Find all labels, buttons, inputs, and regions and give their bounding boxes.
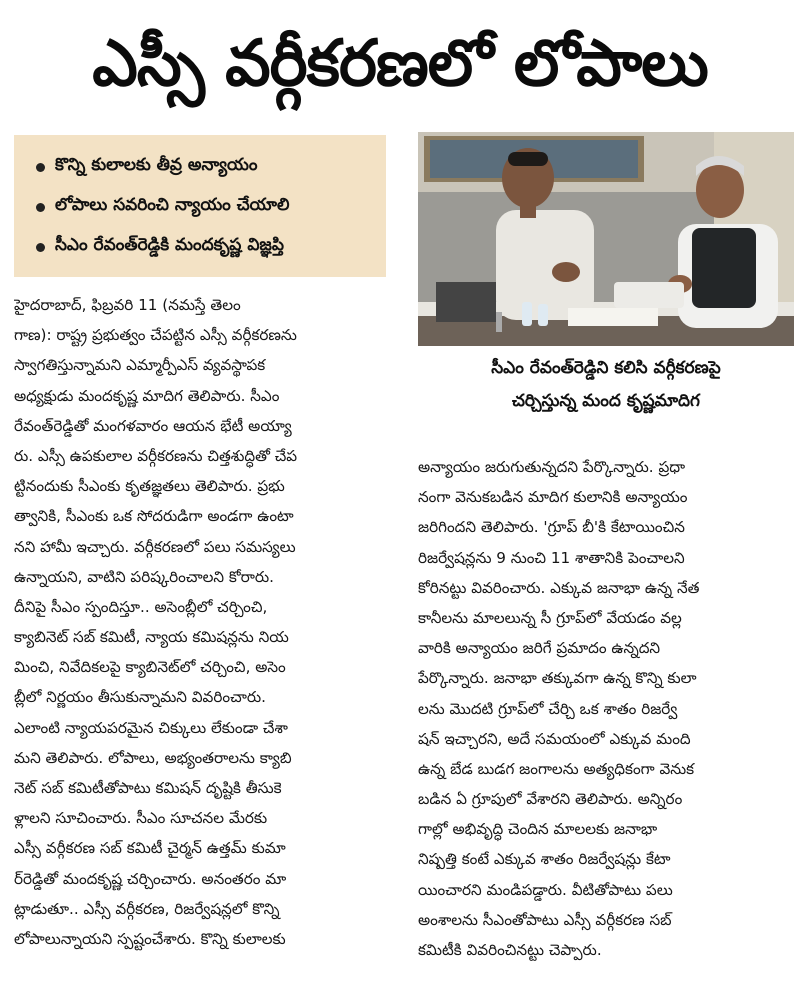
article-line: కోరినట్టు వివరించారు. ఎక్కువ జనాభా ఉన్న నేత	[418, 578, 700, 597]
highlight-item	[36, 187, 376, 227]
article-line: గాణ): రాష్ట్ర ప్రభుత్వం చేపట్టిన ఎస్సీ వర్గీకరణను	[14, 326, 297, 345]
article-line: హైదరాబాద్, ఫిబ్రవరి 11 (నమస్తే తెలం	[14, 296, 241, 314]
article-line: నిష్పత్తి కంటే ఎక్కువ శాతం రిజర్వేషన్లు కేటా	[418, 850, 671, 869]
article-column-right	[418, 452, 794, 965]
article-line: అంశాలను సీఎంతోపాటు ఎస్సీ వర్గీకరణ సబ్	[418, 910, 672, 929]
article-line: అధ్యక్షుడు మందకృష్ణ మాదిగ తెలిపారు. సీఎం	[14, 386, 280, 405]
caption-line: సీఎం రేవంత్‌రెడ్డిని కలిసి వర్గీకరణపై	[491, 358, 721, 378]
highlight-text: కొన్ని కులాలకు తీవ్ర అన్యాయం	[55, 155, 258, 175]
photo-illustration	[418, 132, 794, 346]
news-photo	[418, 132, 794, 346]
article-line: లోపాలున్నాయని స్పష్టంచేశారు. కొన్ని కులాలకు	[14, 929, 286, 948]
article-line: ట్టినందుకు సీఎంకు కృతజ్ఞతలు తెలిపారు. ప్రభు	[14, 477, 285, 496]
article-line: రిజర్వేషన్లను 9 నుంచి 11 శాతానికి పెంచాలని	[418, 548, 685, 567]
article-line: ఎలాంటి న్యాయపరమైన చిక్కులు లేకుండా చేశా	[14, 718, 288, 737]
highlight-text: లోపాలు సవరించి న్యాయం చేయాలి	[55, 195, 290, 215]
article-line: నెట్ సబ్ కమిటీతోపాటు కమిషన్ దృష్టికి తీసుకె	[14, 779, 282, 797]
article-line: అన్యాయం జరుగుతున్నదని పేర్కొన్నారు. ప్రధా	[418, 458, 686, 476]
article-line: బ్లీలో నిర్ణయం తీసుకున్నామని వివరించారు.	[14, 688, 266, 707]
article-line: బడిన ఏ గ్రూపులో వేశారని తెలిపారు. అన్నిరం	[418, 790, 683, 809]
article-line: నని హామీ ఇచ్చారు. వర్గీకరణలో పలు సమస్యలు	[14, 537, 296, 556]
headline: ఎస్సీ వర్గీకరణలో లోపాలు	[92, 27, 708, 101]
bullet-dot-icon	[36, 203, 45, 212]
article-line: క్యాబినెట్ సబ్ కమిటీ, న్యాయ కమిషన్లను నియ	[14, 628, 289, 647]
article-line: లను మొదటి గ్రూప్‌లో చేర్చి ఒక శాతం రిజర్వే	[418, 699, 678, 718]
article-line: స్వాగతిస్తున్నామని ఎమ్మార్పీఎస్ వ్యవస్థాపక	[14, 356, 266, 375]
article-line: పేర్కొన్నారు. జనాభా తక్కువగా ఉన్న కొన్ని కులా	[418, 669, 697, 688]
photo-caption	[418, 352, 794, 426]
article-line: త్వానికి, సీఎంకు ఒక సోదరుడిగా అండగా ఉంటా	[14, 507, 294, 526]
article-line: రు. ఎస్సీ ఉపకులాల వర్గీకరణను చిత్తశుద్ధితో చేప	[14, 446, 298, 465]
article-line: ఉన్న బేడ బుడగ జంగాలను అత్యధికంగా వెనుక	[418, 759, 695, 778]
article-line: దీనిపై సీఎం స్పందిస్తూ.. అసెంబ్లీలో చర్చించి,	[14, 597, 268, 616]
highlight-text: సీఎం రేవంత్‌రెడ్డికి మందకృష్ణ విజ్ఞప్తి	[55, 235, 284, 255]
article-line: ర్‌రెడ్డితో మందకృష్ణ చర్చించారు. అనంతరం మా	[14, 869, 287, 888]
article-line: మించి, నివేదికలపై క్యాబినెట్‌లో చర్చించి, అసెం	[14, 658, 286, 677]
highlight-item	[36, 147, 376, 187]
article-line: షన్ ఇచ్చారని, అదే సమయంలో ఎక్కువ మంది	[418, 729, 691, 748]
article-line: కానీలను మాలలున్న సీ గ్రూప్‌లో వేయడం వల్ల	[418, 608, 682, 627]
caption-line: చర్చిస్తున్న మంద కృష్ణమాదిగ	[512, 391, 700, 411]
article-line: యించారని మండిపడ్డారు. వీటితోపాటు పలు	[418, 880, 673, 899]
bullet-dot-icon	[36, 243, 45, 252]
article-line: నంగా వెనుకబడిన మాదిగ కులానికి అన్యాయం	[418, 488, 688, 507]
highlights-box	[14, 135, 386, 277]
article-line: రేవంత్‌రెడ్డితో మంగళవారం ఆయన భేటీ అయ్యా	[14, 416, 292, 435]
article-line: కమిటీకి వివరించినట్టు చెప్పారు.	[418, 941, 602, 959]
article-line: వారికి అన్యాయం జరిగే ప్రమాదం ఉన్నదని	[418, 639, 661, 658]
article-line: జరిగిందని తెలిపారు. 'గ్రూప్ బీ'కి కేటాయించిన	[418, 518, 685, 537]
article-line: గాల్లో అభివృద్ధి చెందిన మాలలకు జనాభా	[418, 820, 658, 839]
bullet-dot-icon	[36, 163, 45, 172]
article-column-left	[14, 290, 389, 954]
article-line: ఎస్సీ వర్గీకరణ సబ్ కమిటీ చైర్మన్ ఉత్తమ్ కుమా	[14, 839, 286, 858]
article-line: ఉన్నాయని, వాటిని పరిష్కరించాలని కోరారు.	[14, 567, 274, 586]
highlight-item	[36, 227, 376, 267]
article-line: ళ్లాలని సూచించారు. సీఎం సూచనల మేరకు	[14, 809, 268, 828]
article-line: ట్లాడుతూ.. ఎస్సీ వర్గీకరణ, రిజర్వేషన్లలో కొన్ని	[14, 899, 280, 918]
article-line: మని తెలిపారు. లోపాలు, అభ్యంతరాలను క్యాబి	[14, 748, 292, 767]
